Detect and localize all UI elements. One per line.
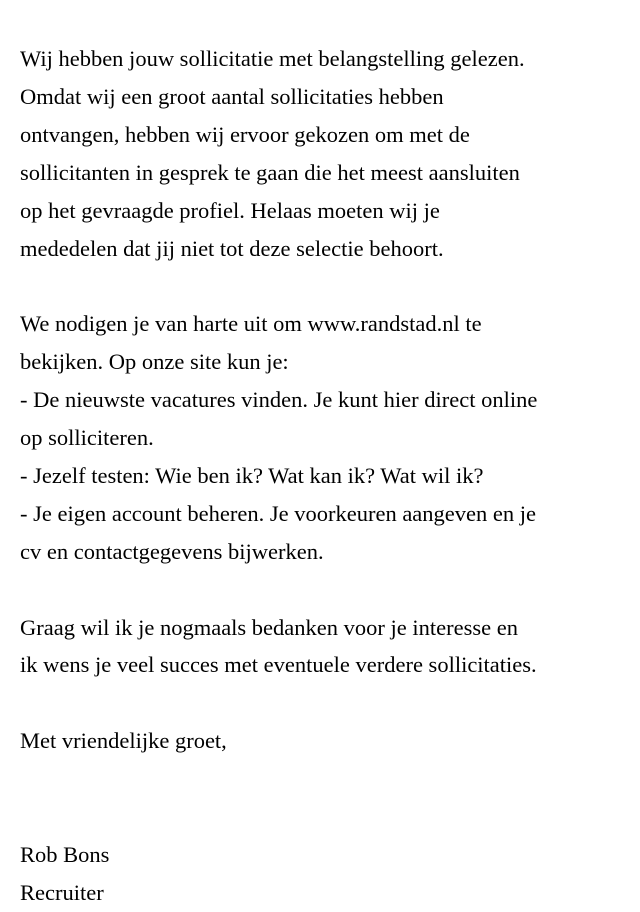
paragraph-gap [20,571,630,609]
paragraph-invitation [20,305,630,570]
paragraph-gap [20,798,630,836]
paragraph-rejection [20,40,630,267]
text-line: op het gevraagde profiel. Helaas moeten wij je [20,197,440,223]
list-item: - De nieuwste vacatures vinden. Je kunt hier direct online [20,387,538,413]
text-line: op solliciteren. [20,425,154,451]
signature-title: Recruiter [20,879,104,905]
text-line: Graag wil ik je nogmaals bedanken voor je interesse en [20,614,518,640]
text-line: ik wens je veel succes met eventuele verdere sollicitaties. [20,652,537,678]
text-line: Wij hebben jouw sollicitatie met belangstelling gelezen. [20,46,525,71]
text-line: mededelen dat jij niet tot deze selectie behoort. [20,235,444,261]
text-line: Omdat wij een groot aantal sollicitaties hebben [20,83,444,109]
list-item: - Jezelf testen: Wie ben ik? Wat kan ik? Wat wil ik? [20,462,484,488]
text-line: cv en contactgegevens bijwerken. [20,538,324,564]
text-line: We nodigen je van harte uit om www.randstad.nl te [20,311,482,337]
list-item: - Je eigen account beheren. Je voorkeuren aangeven en je [20,500,536,526]
closing-greeting: Met vriendelijke groet, [20,728,227,754]
paragraph-gap [20,684,630,722]
text-line: ontvangen, hebben wij ervoor gekozen om met de [20,121,470,147]
signature [20,836,630,912]
signature-name: Rob Bons [20,841,110,867]
paragraph-gap [20,267,630,305]
email-body [20,40,630,912]
text-line: bekijken. Op onze site kun je: [20,349,289,375]
text-line: sollicitanten in gesprek te gaan die het meest aansluiten [20,159,520,185]
paragraph-thanks [20,609,630,685]
paragraph-gap [20,760,630,798]
